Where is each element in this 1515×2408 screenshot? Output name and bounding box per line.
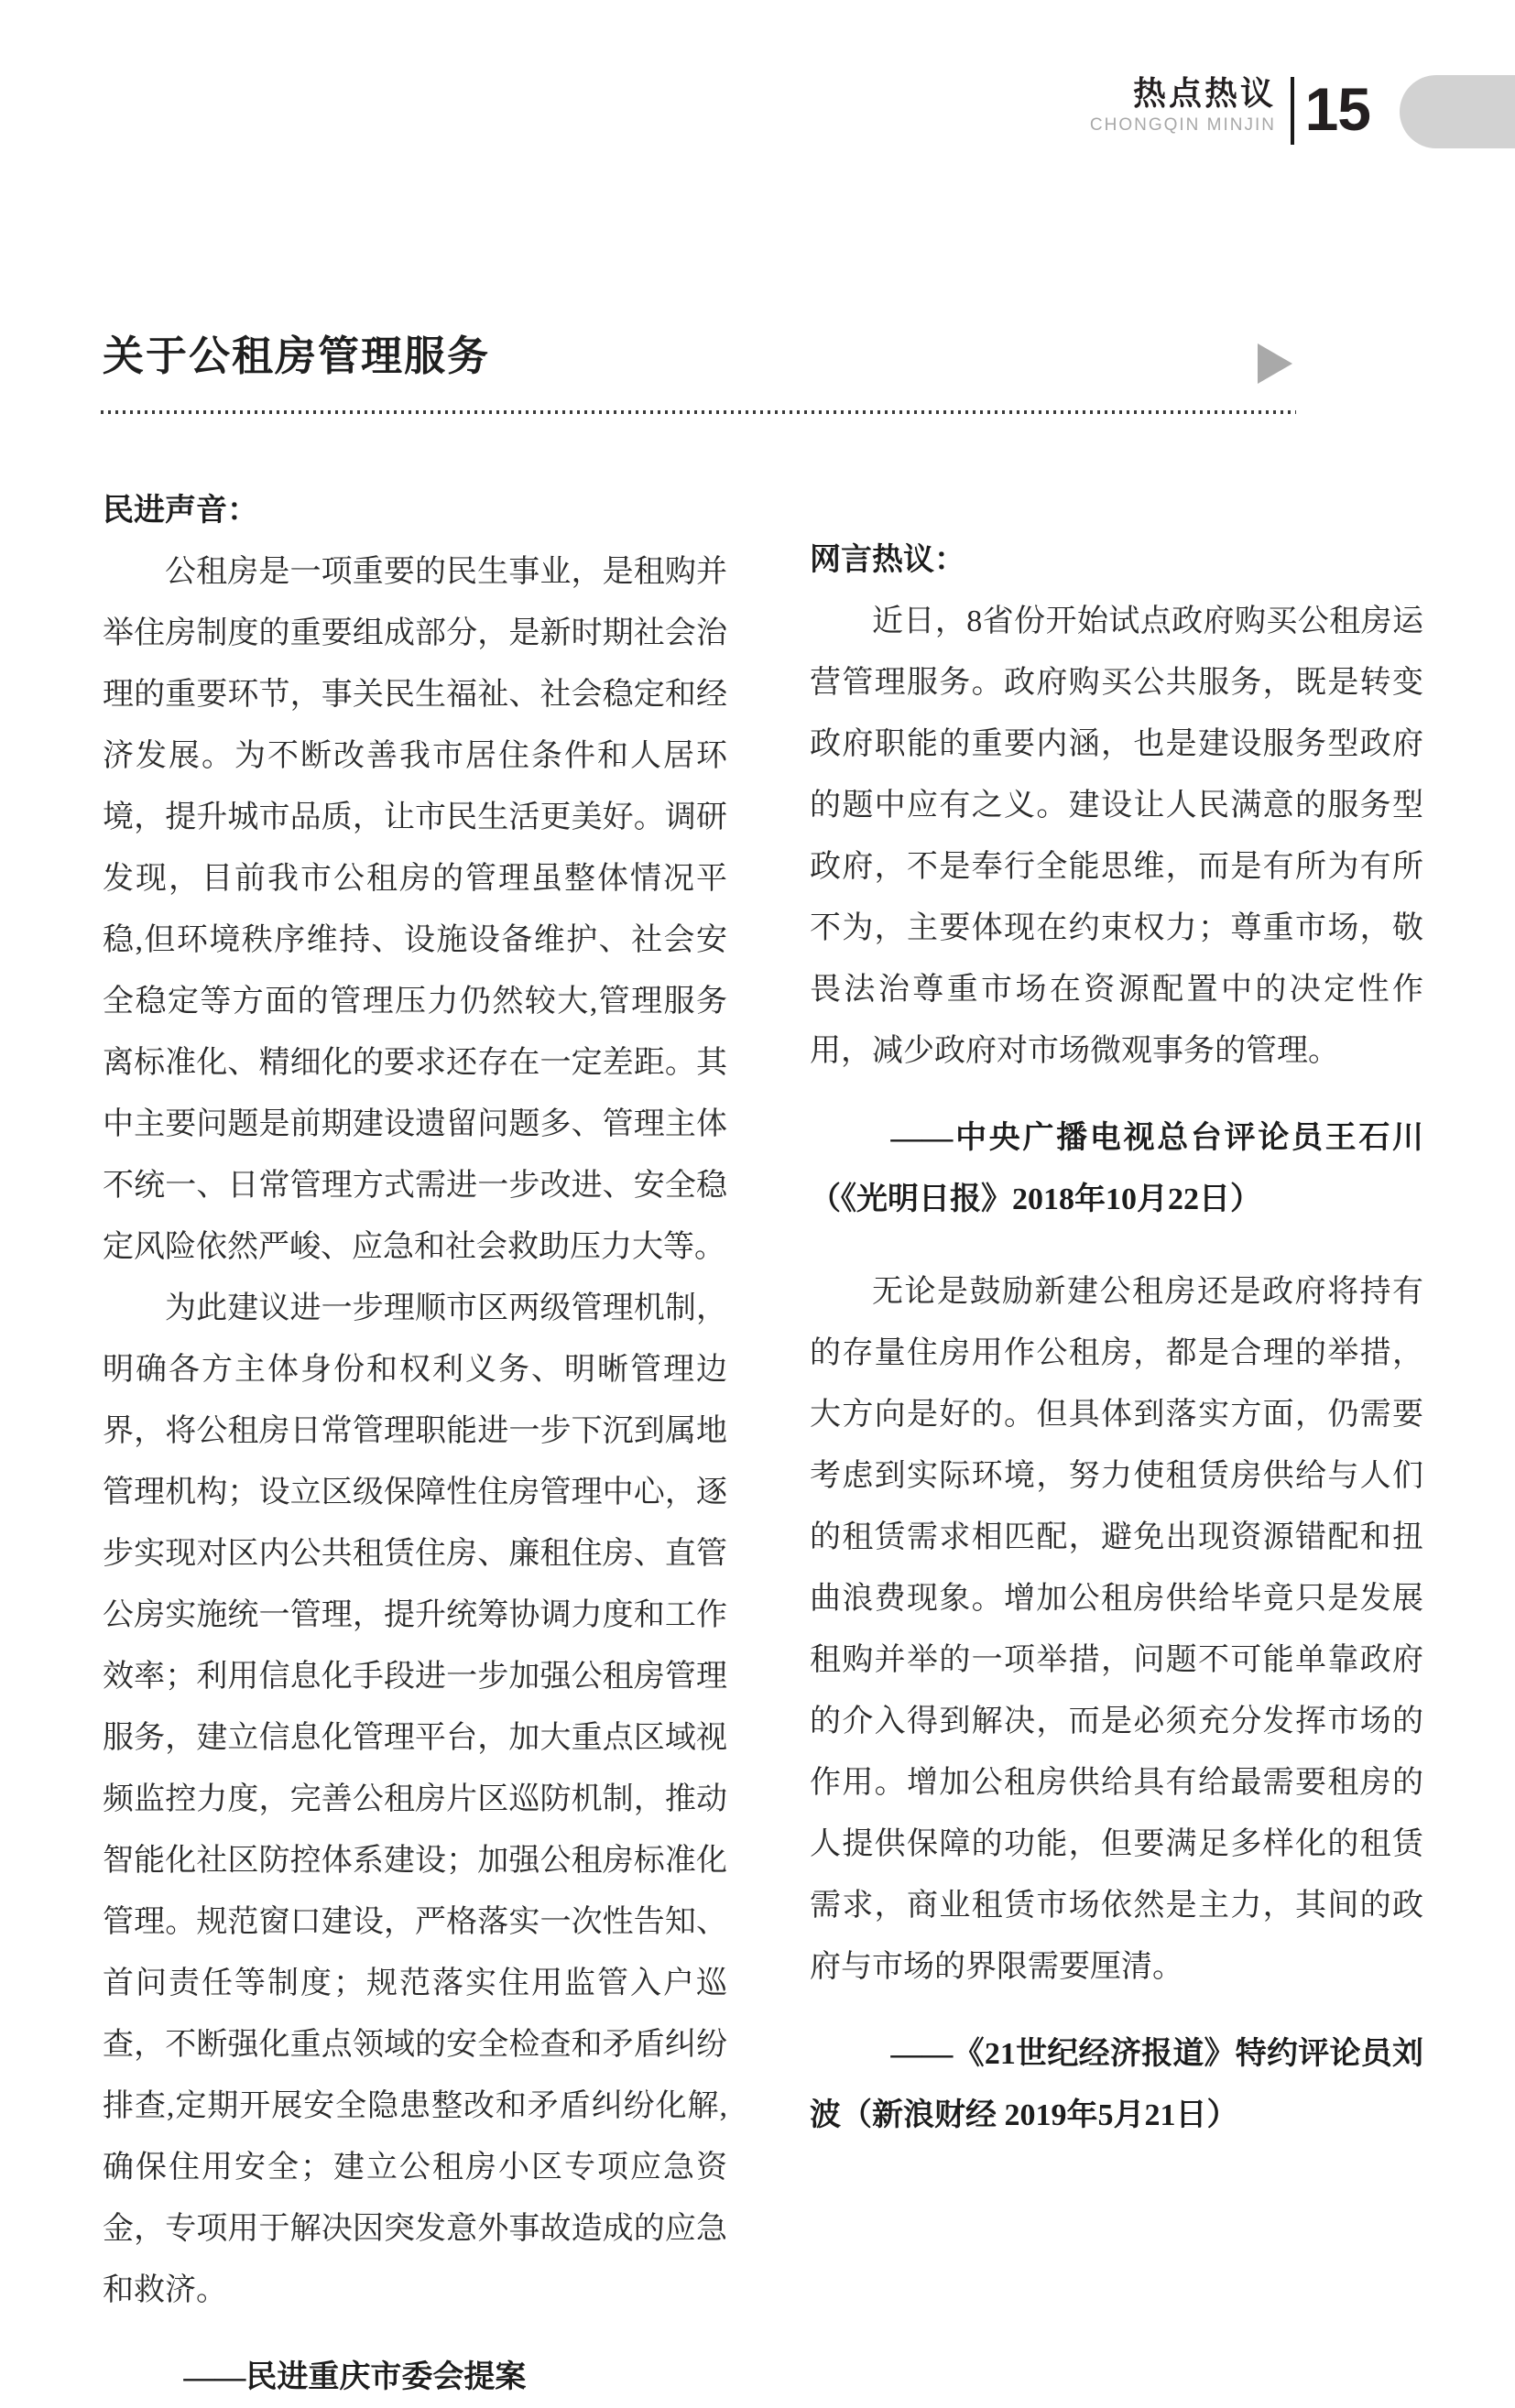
left-column xyxy=(103,480,727,2408)
quote-block xyxy=(810,1261,1423,2146)
page-header xyxy=(0,75,1515,158)
right-column xyxy=(810,529,1423,2146)
quote-text: 无论是鼓励新建公租房还是政府将持有的存量住房用作公租房，都是合理的举措，大方向是好的。但具体到落实方面，仍需要考虑到实际环境，努力使租赁房供给与人们的租赁需求相匹配，避免出现资源错配和扭曲浪费现象。增加公租房供给毕竟只是发展租购并举的一项举措，问题不可能单靠政府的介入得到解决，而是必须充分发挥市场的作用。增加公租房供给具有给最需要租房的人提供保障的功能，但要满足多样化的租赁需求，商业租赁市场依然是主力，其间的政府与市场的界限需要厘清。 xyxy=(810,1275,1423,1984)
triangle-icon xyxy=(1258,343,1292,384)
section-subtitle: CHONGQIN MINJIN xyxy=(1089,115,1276,135)
section-title: 热点热议 xyxy=(1132,74,1276,112)
left-column-heading: 民进声音： xyxy=(103,494,258,528)
header-divider xyxy=(1291,77,1294,145)
quote-attribution: ——《21世纪经济报道》特约评论员刘波（新浪财经 2019年5月21日） xyxy=(810,2037,1423,2132)
quote-block xyxy=(810,591,1423,1230)
dotted-rule xyxy=(101,410,1296,414)
page-number: 15 xyxy=(1304,75,1370,143)
right-column-heading: 网言热议： xyxy=(810,543,965,577)
quote-text: 近日，8省份开始试点政府购买公租房运营管理服务。政府购买公共服务，既是转变政府职能的重要内涵，也是建设服务型政府的题中应有之义。建设让人民满意的服务型政府，不是奉行全能思维，而是有所为有所不为，主要体现在约束权力；尊重市场，敬畏法治尊重市场在资源配置中的决定性作用，减少政府对市场微观事务的管理。 xyxy=(810,605,1423,1068)
left-paragraph: 为此建议进一步理顺市区两级管理机制，明确各方主体身份和权利义务、明晰管理边界，将公租房日常管理职能进一步下沉到属地管理机构；设立区级保障性住房管理中心，逐步实现对区内公共租赁住房、廉租住房、直管公房实施统一管理，提升统筹协调力度和工作效率；利用信息化手段进一步加强公租房管理服务，建立信息化管理平台，加大重点区域视频监控力度，完善公租房片区巡防机制，推动智能化社区防控体系建设；加强公租房标准化管理。规范窗口建设，严格落实一次性告知、首问责任等制度；规范落实住用监管入户巡查，不断强化重点领域的安全检查和矛盾纠纷排查,定期开展安全隐患整改和矛盾纠纷化解,确保住用安全；建立公租房小区专项应急资金，专项用于解决因突发意外事故造成的应急和救济。 xyxy=(103,1291,727,2307)
left-paragraph: 公租房是一项重要的民生事业，是租购并举住房制度的重要组成部分，是新时期社会治理的重要环节，事关民生福祉、社会稳定和经济发展。为不断改善我市居住条件和人居环境，提升城市品质，让市民生活更美好。调研发现，目前我市公租房的管理虽整体情况平稳,但环境秩序维持、设施设备维护、社会安全稳定等方面的管理压力仍然较大,管理服务离标准化、精细化的要求还存在一定差距。其中主要问题是前期建设遗留问题多、管理主体不统一、日常管理方式需进一步改进、安全稳定风险依然严峻、应急和社会救助压力大等。 xyxy=(103,555,727,1264)
header-tab-shape xyxy=(1400,75,1515,148)
article-title: 关于公租房管理服务 xyxy=(103,332,491,379)
quote-attribution: ——中央广播电视总台评论员王石川（《光明日报》2018年10月22日） xyxy=(810,1121,1423,1216)
section-header xyxy=(1090,75,1276,136)
left-attribution: ——民进重庆市委会提案 xyxy=(183,2360,527,2394)
